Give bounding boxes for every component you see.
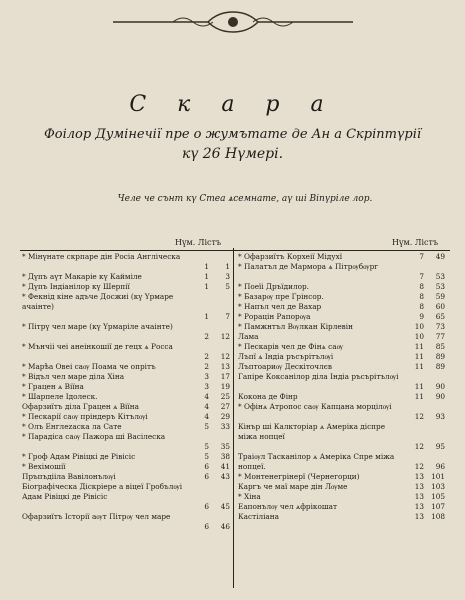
entry-title: * Вехімошії [22, 462, 66, 471]
list-item [22, 392, 230, 402]
entry-page: 96 [435, 462, 445, 471]
list-item [238, 342, 445, 352]
entry-title: Пръпъдііла Вавілонълѹі [22, 472, 116, 481]
list-item [22, 412, 230, 422]
list-item [238, 452, 445, 472]
entry-page: 1 [225, 262, 230, 271]
list-item [238, 442, 445, 452]
list-item [238, 412, 445, 422]
entry-title: * Марѣа Овеі саѹ Поама че опрітъ [22, 362, 156, 371]
entry-number: 4 [204, 402, 209, 411]
entry-number: 13 [414, 472, 424, 481]
list-item [238, 372, 445, 382]
entry-title: * Палатъл де Мармора ѧ Пітрѹбѹрг [238, 262, 379, 271]
entry-number: 10 [414, 332, 424, 341]
ornament-header-icon [113, 8, 353, 34]
entry-page: 107 [431, 502, 445, 511]
entry-number: 11 [414, 342, 424, 351]
entry-number: 6 [204, 462, 209, 471]
entry-number: 3 [204, 382, 209, 391]
list-item [238, 402, 445, 412]
entry-title: Еапонълѹ чел ѧфрікошат [238, 502, 338, 511]
entry-number: 11 [414, 362, 424, 371]
entry-page: 93 [435, 412, 445, 421]
entry-number: 2 [204, 332, 209, 341]
entry-number: 2 [204, 352, 209, 361]
entry-number: 9 [419, 312, 424, 321]
column-header-right: Нүм. Лістъ [392, 238, 439, 247]
entry-title: * Шарпеле Ідолеск. [22, 392, 98, 401]
entry-page: 12 [220, 332, 230, 341]
header-rule [20, 250, 450, 251]
entry-page: 59 [435, 292, 445, 301]
entry-page: 45 [220, 502, 230, 511]
entry-title: Каргъ че маї маре дін Лѹме [238, 482, 348, 491]
entry-title: * Грацен ѧ Віїна [22, 382, 84, 391]
entry-page: 53 [435, 282, 445, 291]
list-item [238, 392, 445, 402]
list-item [238, 292, 445, 302]
entry-page: 108 [431, 512, 445, 521]
entry-page: 53 [435, 272, 445, 281]
entry-number: 7 [419, 272, 424, 281]
entry-title: * Офарзиїтъ Корхеії Мідухї [238, 252, 343, 261]
column-divider [233, 248, 234, 588]
list-item [22, 502, 230, 512]
entry-page: 5 [225, 282, 230, 291]
entry-page: 65 [435, 312, 445, 321]
entry-number: 13 [414, 482, 424, 491]
list-item [22, 442, 230, 452]
entry-page: 90 [435, 392, 445, 401]
entry-page: 13 [220, 362, 230, 371]
list-item [238, 322, 445, 332]
entry-page: 73 [435, 322, 445, 331]
entry-page: 89 [435, 352, 445, 361]
entry-title: * Пескарів чел де Фінѧ саѹ [238, 342, 344, 351]
entry-title: Кокона де Фінр [238, 392, 298, 401]
entry-title: * Гроф Адам Рівіцкі де Рівісіс [22, 452, 136, 461]
entry-title: * Монтенегрінерї (Чернегорци) [238, 472, 360, 481]
list-item [238, 492, 445, 502]
list-item [22, 432, 230, 442]
entry-number: 6 [204, 502, 209, 511]
list-item [22, 322, 230, 332]
list-item [22, 292, 230, 312]
entry-number: 5 [204, 452, 209, 461]
entry-number: 11 [414, 382, 424, 391]
list-item [22, 262, 230, 272]
list-item [22, 342, 230, 352]
entry-title: * Хіна [238, 492, 261, 501]
entry-page: 29 [220, 412, 230, 421]
entry-number: 13 [414, 512, 424, 521]
entry-page: 33 [220, 422, 230, 431]
list-item [22, 352, 230, 362]
entry-page: 43 [220, 472, 230, 481]
entry-number: 13 [414, 502, 424, 511]
entry-page: 90 [435, 382, 445, 391]
list-item [238, 422, 445, 442]
list-item [238, 282, 445, 292]
entry-number: 5 [204, 442, 209, 451]
list-item [238, 252, 445, 262]
list-item [22, 522, 230, 532]
subtitle-line-2: кү 26 Нүмері. [181, 146, 284, 162]
list-item [238, 382, 445, 392]
legend-note: Челе че сънт кү Стеа ѧсемнате, аү ші Віпүріле лор. [117, 194, 373, 204]
entry-title: * Олъ Енглеzаска ла Сате [22, 422, 122, 431]
entry-page: 38 [220, 452, 230, 461]
entry-number: 3 [204, 372, 209, 381]
entry-title: Лъпї ѧ Індіа ръсърітълѹі [238, 352, 334, 361]
entry-number: 12 [414, 412, 424, 421]
entry-number: 1 [204, 262, 209, 271]
entry-number: 6 [204, 522, 209, 531]
subtitle-line-1: Фоілор Думінечії пре о жумътате де Ан а Скріптүрії [43, 127, 422, 142]
entry-title: * Базарѹ пре Грінсор. [238, 292, 324, 301]
index-column-left [22, 252, 230, 532]
entry-page: 12 [220, 352, 230, 361]
list-item [22, 512, 230, 522]
entry-number: 8 [419, 292, 424, 301]
list-item [238, 272, 445, 282]
entry-number: 10 [414, 322, 424, 331]
entry-page: 17 [220, 372, 230, 381]
entry-number: 1 [204, 312, 209, 321]
list-item [238, 312, 445, 322]
entry-number: 2 [204, 362, 209, 371]
entry-title: Гапіре Коксанілор діла Індіа ръсърітълѹі [238, 372, 399, 381]
entry-title: * Пітрү чел маре (кү Үрмаріле ачаінте) [22, 322, 173, 331]
entry-number: 4 [204, 412, 209, 421]
entry-title: * Мънчіі чеі анеінкошії де гецх ѧ Росса [22, 342, 173, 351]
list-item [238, 332, 445, 342]
list-item [22, 272, 230, 282]
entry-title: * Памжнтъл Вѹлкан Кірлевін [238, 322, 353, 331]
list-item [22, 372, 230, 382]
entry-page: 89 [435, 362, 445, 371]
column-header-left: Нүм. Лістъ [175, 238, 222, 247]
entry-title: * Пескарії саѹ пріндеръ Кітълѹі [22, 412, 148, 421]
entry-title: * Рорацін Рапорѹа [238, 312, 311, 321]
list-item [22, 312, 230, 322]
list-item [22, 402, 230, 412]
entry-title: Офарзиїтъ діла Грацен ѧ Віїна [22, 402, 139, 411]
entry-number: 12 [414, 462, 424, 471]
entry-title: * Мінүнате скрпаре дін Росіа Англіческа [22, 252, 181, 261]
entry-title: * Парадіса саѹ Пажора ші Васілеска [22, 432, 166, 441]
entry-title: Офарзиїтъ Історії аѹт Пітрѹ чел маре [22, 512, 171, 521]
list-item [22, 422, 230, 432]
list-item [22, 462, 230, 472]
entry-title: * Дүпъ Індіанілор кү Шерпії [22, 282, 130, 291]
entry-number: 5 [204, 422, 209, 431]
entry-page: 7 [225, 312, 230, 321]
entry-number: 11 [414, 392, 424, 401]
entry-number: 11 [414, 352, 424, 361]
entry-page: 49 [435, 252, 445, 261]
list-item [238, 262, 445, 272]
entry-page: 103 [431, 482, 445, 491]
entry-title: Лама [238, 332, 259, 341]
entry-number: 12 [414, 442, 424, 451]
entry-title: Траіѹл Тасканілор ѧ Амеріка Спре міжа нопцеї. [238, 452, 395, 471]
entry-title: * Поеїі Дръїдилор. [238, 282, 309, 291]
entry-number: 7 [419, 252, 424, 261]
entry-page: 77 [435, 332, 445, 341]
entry-page: 85 [435, 342, 445, 351]
entry-number: 6 [204, 472, 209, 481]
list-item [238, 302, 445, 312]
entry-page: 101 [431, 472, 445, 481]
entry-title: * Офінѧ Атропос саѹ Капцана морцілѹі [238, 402, 392, 411]
list-item [22, 382, 230, 392]
entry-page: 95 [435, 442, 445, 451]
entry-number: 8 [419, 302, 424, 311]
entry-title: * Фекнід кіне адъче Досжиі (кү Үрмаре ачаінте) [22, 292, 174, 311]
entry-page: 105 [431, 492, 445, 501]
index-column-right [238, 252, 445, 522]
entry-page: 19 [220, 382, 230, 391]
entry-title: Лъптоариѹ Дескіточлєв [238, 362, 332, 371]
entry-number: 4 [204, 392, 209, 401]
entry-title: Кастіліана [238, 512, 279, 521]
entry-title: * Дүпъ аүт Макаріе кү Кайміле [22, 272, 142, 281]
entry-page: 41 [220, 462, 230, 471]
list-item [22, 482, 230, 502]
list-item [238, 472, 445, 482]
entry-page: 46 [220, 522, 230, 531]
list-item [22, 252, 230, 262]
entry-number: 13 [414, 492, 424, 501]
list-item [22, 282, 230, 292]
entry-page: 27 [220, 402, 230, 411]
list-item [238, 502, 445, 512]
entry-title: * Відъл чел маре діла Хіна [22, 372, 125, 381]
entry-number: 1 [204, 282, 209, 291]
entry-page: 25 [220, 392, 230, 401]
entry-number: 8 [419, 282, 424, 291]
entry-page: 35 [220, 442, 230, 451]
entry-title: * Напъл чел де Вахар [238, 302, 322, 311]
entry-page: 3 [225, 272, 230, 281]
entry-page: 60 [435, 302, 445, 311]
list-item [22, 362, 230, 372]
page-title: С к а р а [129, 92, 336, 117]
list-item [238, 512, 445, 522]
entry-title: Кінър ші Калкторіар ѧ Амеріка діспре міжа нопцеї [238, 422, 386, 441]
entry-number: 1 [204, 272, 209, 281]
list-item [238, 362, 445, 372]
list-item [238, 352, 445, 362]
list-item [22, 332, 230, 342]
list-item [22, 452, 230, 462]
list-item [238, 482, 445, 492]
list-item [22, 472, 230, 482]
entry-title: Біографіческа Діскріере а віцеї Гробълѹі Адам Рівіцкі де Рівісіс [22, 482, 183, 501]
